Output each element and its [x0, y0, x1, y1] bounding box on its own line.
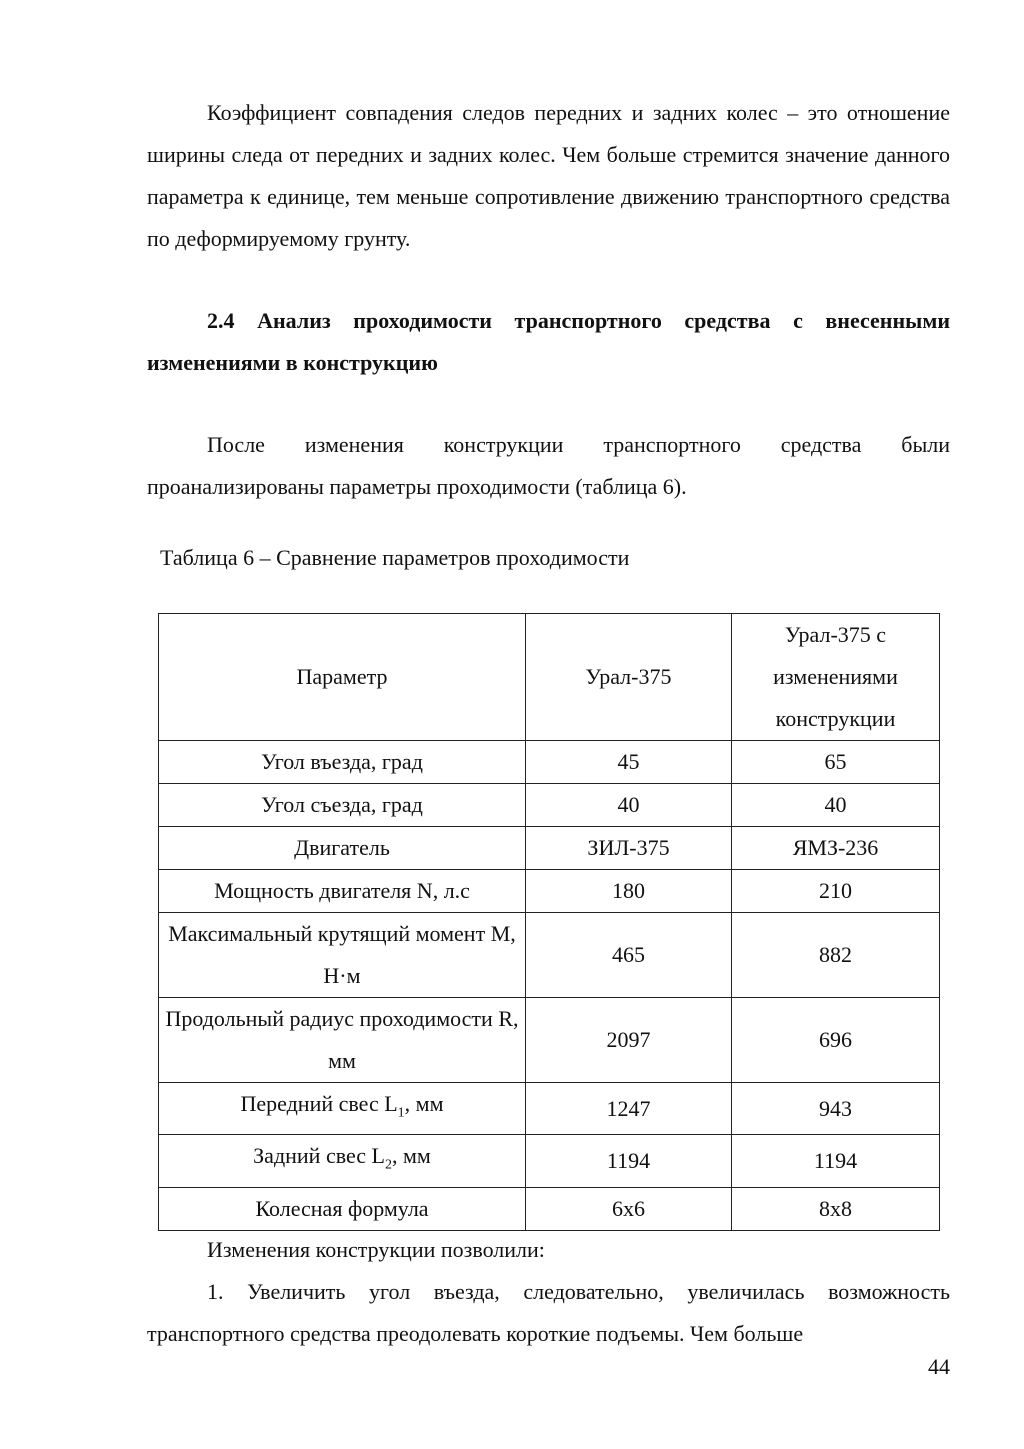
- row-value-modified: 882: [732, 913, 940, 998]
- row-label: Двигатель: [159, 827, 526, 870]
- row-value-ural: 2097: [526, 998, 732, 1083]
- row-value-modified: 1194: [732, 1135, 940, 1187]
- row-value-modified: 943: [732, 1083, 940, 1135]
- page-number: 44: [928, 1354, 950, 1379]
- paragraph-item-1: 1. Увеличить угол въезда, следовательно, увеличилась возможность транспортного средства преодолевать короткие подъемы. Чем больше: [147, 1279, 950, 1346]
- table-row: [159, 741, 940, 784]
- table-row: [159, 1083, 940, 1135]
- row-label: Задний свес $L_2$, мм: [159, 1135, 526, 1187]
- table-row: [159, 870, 940, 913]
- row-value-modified: 210: [732, 870, 940, 913]
- row-label: Колесная формула: [159, 1187, 526, 1230]
- row-value-ural: 45: [526, 741, 732, 784]
- row-value-ural: 40: [526, 784, 732, 827]
- paragraph-changes: Изменения конструкции позволили:: [207, 1237, 545, 1262]
- row-value-modified: 65: [732, 741, 940, 784]
- row-value-ural: 6х6: [526, 1187, 732, 1230]
- table-row: [159, 827, 940, 870]
- row-value-modified: ЯМЗ-236: [732, 827, 940, 870]
- row-label: Угол съезда, град: [159, 784, 526, 827]
- paragraph-intro: После изменения конструкции транспортного средства были проанализированы параметры проходимости (таблица 6).: [147, 432, 950, 499]
- row-value-ural: 180: [526, 870, 732, 913]
- row-label: Максимальный крутящий момент М, Н·м: [159, 913, 526, 998]
- table-row: [159, 784, 940, 827]
- row-value-ural: ЗИЛ-375: [526, 827, 732, 870]
- header-cell-ural: Урал-375: [526, 614, 732, 741]
- comparison-table: [158, 613, 940, 1231]
- table-row: [159, 998, 940, 1083]
- header-cell-ural-modified: Урал-375 с изменениями конструкции: [732, 614, 940, 741]
- table-row: [159, 913, 940, 998]
- table-row: [159, 1187, 940, 1230]
- row-value-modified: 40: [732, 784, 940, 827]
- row-label: Передний свес $L_1$, мм: [159, 1083, 526, 1135]
- row-label: Продольный радиус проходимости R, мм: [159, 998, 526, 1083]
- row-value-modified: 696: [732, 998, 940, 1083]
- paragraph-wheel-track-coefficient: Коэффициент совпадения следов передних и задних колес – это отношение ширины следа от передних и задних колес. Чем больше стремится значение данного параметра к единице, тем меньше сопротивление движению транспортного средства по деформируемому грунту.: [147, 100, 950, 251]
- row-value-modified: 8х8: [732, 1187, 940, 1230]
- row-value-ural: 1194: [526, 1135, 732, 1187]
- section-heading: 2.4 Анализ проходимости транспортного средства с внесенными изменениями в конструкцию: [147, 308, 950, 375]
- table-caption: Таблица 6 – Сравнение параметров проходимости: [160, 545, 630, 570]
- header-cell-parameter: Параметр: [159, 614, 526, 741]
- row-value-ural: 465: [526, 913, 732, 998]
- row-label: Мощность двигателя N, л.с: [159, 870, 526, 913]
- table-header-row: [159, 614, 940, 741]
- table-row: [159, 1135, 940, 1187]
- row-label: Угол въезда, град: [159, 741, 526, 784]
- row-value-ural: 1247: [526, 1083, 732, 1135]
